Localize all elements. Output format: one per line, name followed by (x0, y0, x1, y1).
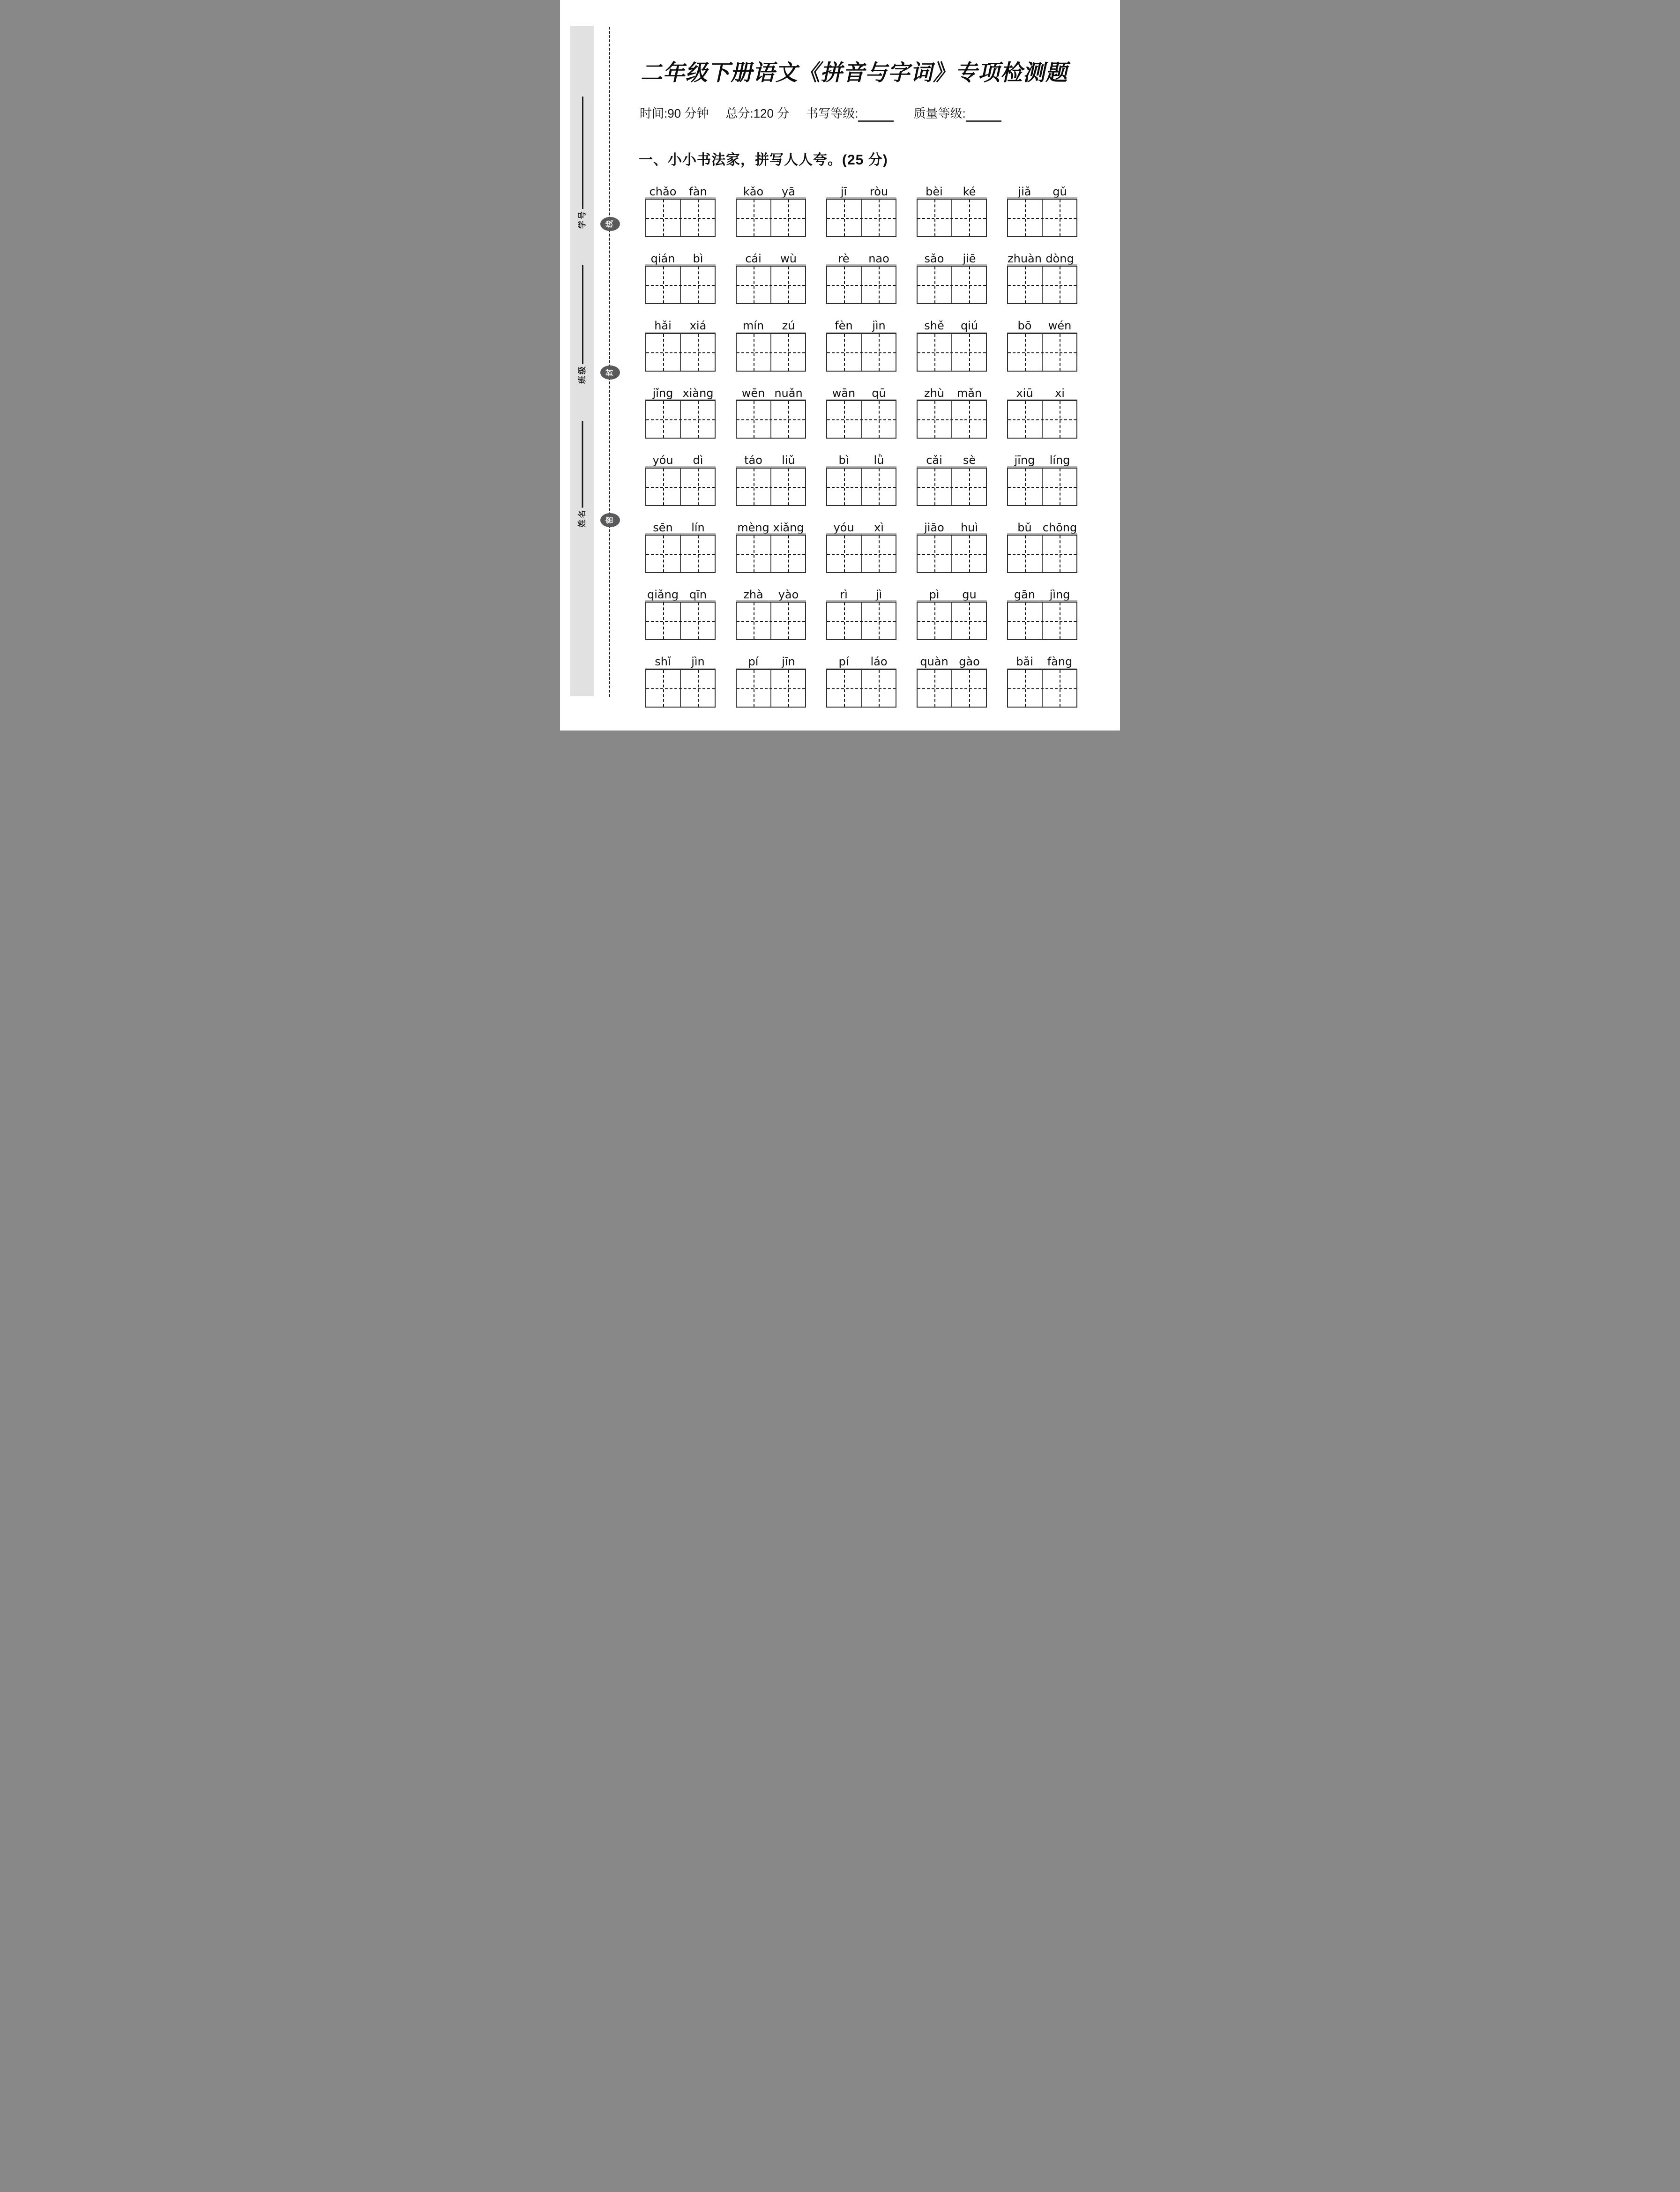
pinyin-label (826, 517, 896, 535)
grid-middle-dashed-line (1008, 621, 1076, 622)
pinyin-label (1007, 652, 1077, 669)
name-label: 姓名 (577, 508, 587, 528)
pinyin-syllable: wù (780, 252, 797, 265)
pinyin-syllable: jìn (872, 319, 886, 333)
grid-middle-dashed-line (918, 285, 986, 286)
word-unit (645, 450, 716, 506)
pinyin-syllable: wén (1048, 319, 1072, 333)
pinyin-syllable: quàn (920, 655, 948, 669)
pinyin-syllable: zhà (743, 588, 763, 601)
grid-middle-dashed-line (737, 621, 805, 622)
grid-middle-dashed-line (1008, 218, 1076, 219)
pinyin-syllable: láo (870, 655, 888, 669)
student-id-blank[interactable] (582, 97, 583, 209)
pinyin-syllable: táo (744, 454, 762, 467)
pinyin-label (645, 181, 716, 199)
page-title: 二年级下册语文《拼音与字词》专项检测题 (639, 60, 1072, 85)
word-unit (917, 316, 987, 372)
grid-middle-dashed-line (646, 352, 715, 353)
answer-grid (736, 333, 806, 372)
pinyin-syllable: cǎi (926, 454, 942, 467)
grid-middle-dashed-line (737, 688, 805, 689)
answer-grid (1007, 199, 1077, 237)
grid-middle-dashed-line (737, 554, 805, 555)
pinyin-syllable: fèn (835, 319, 853, 333)
answer-grid (645, 468, 716, 506)
name-blank[interactable] (582, 421, 583, 508)
seal-dashed-line (609, 27, 610, 697)
answer-grid (645, 602, 716, 640)
word-unit (1007, 652, 1077, 708)
pinyin-syllable: bèi (926, 185, 943, 198)
word-unit (917, 450, 987, 506)
pinyin-syllable: jīng (1014, 454, 1035, 467)
word-unit (736, 584, 806, 640)
pinyin-label (917, 248, 987, 266)
answer-grid (826, 199, 896, 237)
pinyin-syllable: dì (693, 454, 703, 467)
exercise-row (645, 181, 1086, 237)
pinyin-syllable: lín (691, 521, 705, 534)
pinyin-syllable: sè (963, 454, 976, 467)
pinyin-syllable: xì (874, 521, 884, 534)
pinyin-label (917, 652, 987, 669)
pinyin-syllable: liǔ (782, 454, 795, 467)
seal-badge-mi-label: 密 (605, 516, 614, 524)
answer-grid (645, 333, 716, 372)
answer-grid (736, 400, 806, 439)
pinyin-label (645, 383, 716, 400)
word-unit (736, 517, 806, 573)
pinyin-syllable: pí (748, 655, 759, 669)
word-unit (826, 248, 896, 304)
answer-grid (917, 535, 987, 573)
word-unit (917, 383, 987, 439)
pinyin-label (826, 248, 896, 266)
name-field (576, 419, 589, 528)
pinyin-syllable: hǎi (654, 319, 672, 333)
word-unit (917, 181, 987, 237)
exercise-row (645, 517, 1086, 573)
seal-badge-feng-label: 封 (605, 368, 614, 377)
grid-middle-dashed-line (827, 554, 896, 555)
pinyin-syllable: bì (838, 454, 849, 467)
total-score-label: 总分:120 分 (725, 106, 790, 120)
pinyin-syllable: cái (745, 252, 762, 265)
word-unit (736, 652, 806, 708)
pinyin-syllable: zú (782, 319, 795, 333)
section-one-heading: 一、小小书法家，拼写人人夸。(25 分) (639, 152, 888, 168)
pinyin-syllable: rì (840, 588, 848, 601)
answer-grid (1007, 400, 1077, 439)
exercise-row (645, 383, 1086, 439)
answer-grid (917, 468, 987, 506)
word-unit (736, 316, 806, 372)
grid-middle-dashed-line (827, 285, 896, 286)
word-unit (917, 652, 987, 708)
word-unit (826, 652, 896, 708)
quality-grade-label: 质量等级: (913, 106, 966, 120)
pinyin-exercise-rows (645, 0, 1086, 731)
answer-grid (826, 535, 896, 573)
grid-middle-dashed-line (646, 419, 715, 420)
pinyin-label (736, 248, 806, 266)
grid-middle-dashed-line (646, 554, 715, 555)
answer-grid (736, 266, 806, 304)
pinyin-label (645, 316, 716, 333)
pinyin-syllable: dòng (1045, 252, 1074, 265)
pinyin-label (917, 584, 987, 602)
pinyin-label (736, 517, 806, 535)
pinyin-syllable: fàn (689, 185, 707, 198)
exercise-row (645, 584, 1086, 640)
word-unit (645, 316, 716, 372)
pinyin-syllable: zhuàn (1008, 252, 1042, 265)
answer-grid (1007, 602, 1077, 640)
grid-middle-dashed-line (646, 621, 715, 622)
answer-grid (736, 535, 806, 573)
word-unit (736, 450, 806, 506)
student-id-field (576, 95, 589, 229)
student-id-label: 学号 (578, 210, 587, 229)
pinyin-label (645, 652, 716, 669)
grid-middle-dashed-line (918, 218, 986, 219)
grid-middle-dashed-line (737, 285, 805, 286)
pinyin-syllable: bì (693, 252, 703, 265)
pinyin-syllable: bō (1017, 319, 1032, 333)
grid-middle-dashed-line (918, 352, 986, 353)
pinyin-syllable: qiú (960, 319, 978, 333)
pinyin-syllable: pí (838, 655, 849, 669)
word-unit (826, 517, 896, 573)
exercise-row (645, 652, 1086, 708)
pinyin-label (826, 652, 896, 669)
word-unit (917, 248, 987, 304)
word-unit (826, 584, 896, 640)
pinyin-syllable: sēn (653, 521, 673, 534)
pinyin-label (917, 316, 987, 333)
word-unit (645, 383, 716, 439)
pinyin-syllable: yā (782, 185, 795, 198)
time-label: 时间:90 分钟 (640, 106, 709, 120)
pinyin-label (645, 450, 716, 468)
pinyin-label (736, 316, 806, 333)
answer-grid (826, 669, 896, 708)
pinyin-label (1007, 181, 1077, 199)
pinyin-label (1007, 450, 1077, 468)
pinyin-syllable: chǎo (649, 185, 677, 198)
pinyin-syllable: xi (1055, 386, 1065, 400)
grid-middle-dashed-line (737, 487, 805, 488)
pinyin-label (736, 383, 806, 400)
pinyin-syllable: jiǎ (1018, 185, 1031, 198)
answer-grid (645, 669, 716, 708)
answer-grid (917, 266, 987, 304)
grid-middle-dashed-line (1008, 419, 1076, 420)
pinyin-label (1007, 517, 1077, 535)
pinyin-label (736, 652, 806, 669)
pinyin-syllable: jīn (782, 655, 795, 669)
word-unit (826, 450, 896, 506)
pinyin-label (645, 517, 716, 535)
class-blank[interactable] (582, 265, 583, 364)
pinyin-label (645, 248, 716, 266)
grid-middle-dashed-line (827, 621, 896, 622)
pinyin-syllable: nuǎn (774, 386, 803, 400)
pinyin-syllable: sǎo (924, 252, 944, 265)
answer-grid (826, 266, 896, 304)
pinyin-syllable: líng (1049, 454, 1070, 467)
pinyin-syllable: yóu (833, 521, 854, 534)
word-unit (1007, 383, 1077, 439)
pinyin-syllable: fàng (1047, 655, 1073, 669)
grid-middle-dashed-line (1008, 285, 1076, 286)
pinyin-syllable: mín (742, 319, 764, 333)
pinyin-label (917, 181, 987, 199)
answer-grid (917, 333, 987, 372)
word-unit (1007, 517, 1077, 573)
pinyin-syllable: xiū (1016, 386, 1033, 400)
pinyin-syllable: kǎo (743, 185, 764, 198)
word-unit (645, 181, 716, 237)
class-field (576, 263, 589, 384)
pinyin-label (826, 584, 896, 602)
answer-grid (736, 602, 806, 640)
word-unit (826, 383, 896, 439)
pinyin-label (1007, 316, 1077, 333)
pinyin-label (917, 383, 987, 400)
word-unit (1007, 181, 1077, 237)
pinyin-syllable: zhù (924, 386, 945, 400)
word-unit (1007, 248, 1077, 304)
grid-middle-dashed-line (918, 419, 986, 420)
word-unit (1007, 316, 1077, 372)
pinyin-syllable: jìn (691, 655, 705, 669)
pinyin-label (736, 584, 806, 602)
pinyin-syllable: nao (868, 252, 889, 265)
answer-grid (826, 333, 896, 372)
word-unit (826, 316, 896, 372)
pinyin-syllable: ké (963, 185, 976, 198)
answer-grid (645, 535, 716, 573)
pinyin-syllable: jìng (1049, 588, 1070, 601)
pinyin-syllable: huì (960, 521, 978, 534)
seal-badge-xian-label: 线 (605, 220, 614, 228)
worksheet-page (560, 0, 1120, 731)
pinyin-label (917, 450, 987, 468)
grid-middle-dashed-line (737, 419, 805, 420)
grid-middle-dashed-line (646, 285, 715, 286)
answer-grid (826, 602, 896, 640)
grid-middle-dashed-line (827, 218, 896, 219)
word-unit (736, 181, 806, 237)
pinyin-label (826, 383, 896, 400)
pinyin-label (736, 181, 806, 199)
answer-grid (826, 468, 896, 506)
pinyin-syllable: jì (875, 588, 882, 601)
pinyin-syllable: jiē (963, 252, 976, 265)
word-unit (1007, 584, 1077, 640)
pinyin-syllable: chōng (1042, 521, 1077, 534)
word-unit (736, 383, 806, 439)
pinyin-syllable: qīn (689, 588, 707, 601)
exercise-row (645, 248, 1086, 304)
grid-middle-dashed-line (918, 487, 986, 488)
pinyin-label (736, 450, 806, 468)
pinyin-syllable: yào (778, 588, 799, 601)
word-unit (917, 584, 987, 640)
answer-grid (917, 199, 987, 237)
grid-middle-dashed-line (918, 554, 986, 555)
pinyin-syllable: bǎi (1016, 655, 1033, 669)
answer-grid (645, 199, 716, 237)
pinyin-label (826, 450, 896, 468)
exercise-row (645, 316, 1086, 372)
grid-middle-dashed-line (646, 218, 715, 219)
answer-grid (1007, 468, 1077, 506)
answer-grid (1007, 669, 1077, 708)
grid-middle-dashed-line (918, 688, 986, 689)
pinyin-syllable: wān (832, 386, 856, 400)
pinyin-syllable: rè (838, 252, 850, 265)
answer-grid (917, 400, 987, 439)
pinyin-syllable: xiá (689, 319, 707, 333)
answer-grid (917, 602, 987, 640)
pinyin-syllable: gu (962, 588, 977, 601)
pinyin-syllable: qū (872, 386, 886, 400)
grid-middle-dashed-line (827, 487, 896, 488)
seal-badge-mi (600, 513, 620, 527)
pinyin-syllable: gào (959, 655, 980, 669)
pinyin-syllable: shǐ (655, 655, 671, 669)
pinyin-syllable: qián (650, 252, 675, 265)
pinyin-syllable: gān (1014, 588, 1036, 601)
pinyin-syllable: pì (929, 588, 940, 601)
grid-middle-dashed-line (737, 218, 805, 219)
grid-middle-dashed-line (827, 352, 896, 353)
pinyin-syllable: jī (840, 185, 847, 198)
pinyin-syllable: xiàng (682, 386, 714, 400)
pinyin-label (1007, 383, 1077, 400)
pinyin-syllable: ròu (869, 185, 889, 198)
word-unit (645, 584, 716, 640)
pinyin-label (917, 517, 987, 535)
grid-middle-dashed-line (1008, 688, 1076, 689)
grid-middle-dashed-line (827, 688, 896, 689)
grid-middle-dashed-line (1008, 554, 1076, 555)
pinyin-label (1007, 584, 1077, 602)
word-unit (917, 517, 987, 573)
grid-middle-dashed-line (646, 487, 715, 488)
word-unit (645, 517, 716, 573)
pinyin-syllable: lǜ (874, 454, 884, 467)
pinyin-label (645, 584, 716, 602)
answer-grid (736, 468, 806, 506)
grid-middle-dashed-line (827, 419, 896, 420)
exercise-row (645, 450, 1086, 506)
word-unit (826, 181, 896, 237)
pinyin-syllable: yóu (652, 454, 673, 467)
answer-grid (917, 669, 987, 708)
seal-badge-xian (600, 217, 620, 231)
grid-middle-dashed-line (646, 688, 715, 689)
pinyin-syllable: wēn (741, 386, 765, 400)
grid-middle-dashed-line (737, 352, 805, 353)
word-unit (736, 248, 806, 304)
pinyin-syllable: xiǎng (773, 521, 804, 534)
answer-grid (736, 669, 806, 708)
pinyin-syllable: jǐng (652, 386, 673, 400)
class-label: 班级 (578, 365, 587, 384)
pinyin-syllable: qiǎng (647, 588, 679, 601)
grid-middle-dashed-line (1008, 487, 1076, 488)
answer-grid (826, 400, 896, 439)
pinyin-syllable: mèng (737, 521, 769, 534)
pinyin-label (826, 316, 896, 333)
pinyin-syllable: bǔ (1017, 521, 1032, 534)
word-unit (645, 248, 716, 304)
answer-grid (1007, 535, 1077, 573)
answer-grid (645, 266, 716, 304)
word-unit (1007, 450, 1077, 506)
pinyin-label (1007, 248, 1077, 266)
answer-grid (1007, 333, 1077, 372)
pinyin-syllable: jiāo (924, 521, 944, 534)
writing-grade-label: 书写等级: (806, 106, 859, 120)
grid-middle-dashed-line (1008, 352, 1076, 353)
answer-grid (1007, 266, 1077, 304)
pinyin-label (826, 181, 896, 199)
answer-grid (736, 199, 806, 237)
word-unit (645, 652, 716, 708)
pinyin-syllable: gǔ (1053, 185, 1067, 198)
pinyin-syllable: shě (924, 319, 944, 333)
answer-grid (645, 400, 716, 439)
pinyin-syllable: mǎn (956, 386, 982, 400)
grid-middle-dashed-line (918, 621, 986, 622)
seal-badge-feng (600, 365, 620, 380)
